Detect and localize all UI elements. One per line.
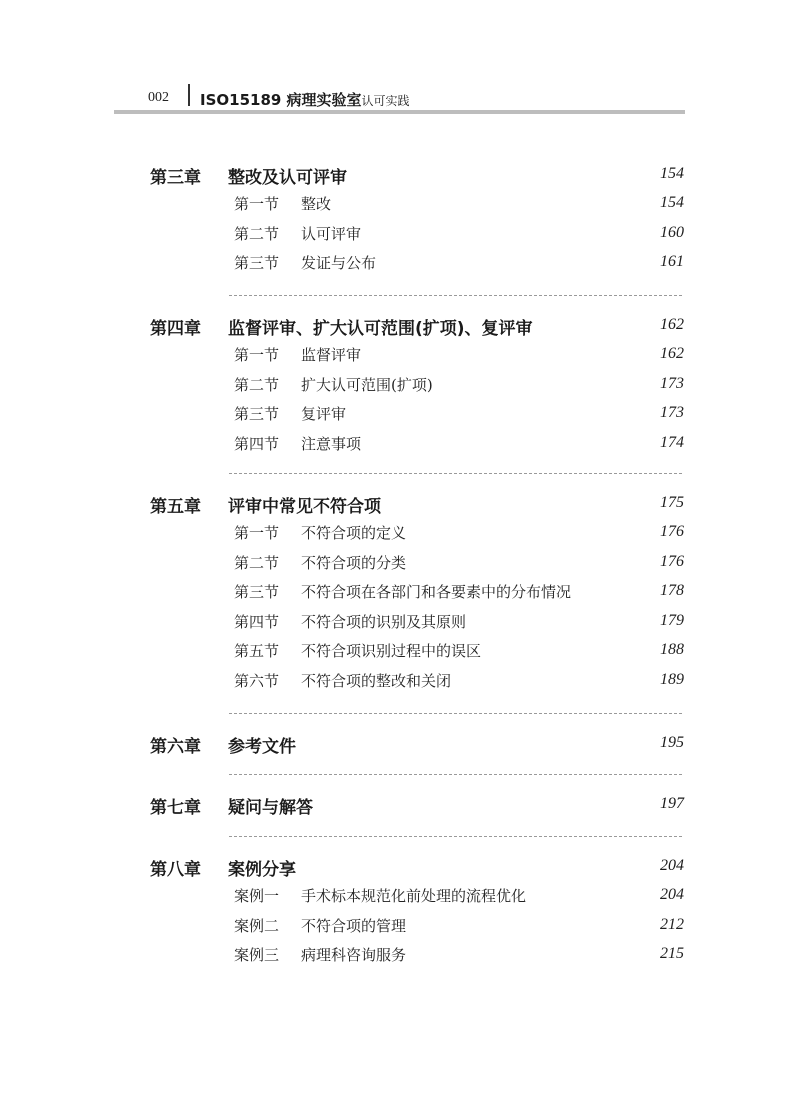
section-title: 不符合项的定义: [301, 524, 407, 542]
section-page: 178: [660, 582, 684, 600]
page-number: 002: [148, 90, 169, 105]
section-number: 案例二: [234, 916, 280, 935]
chapter-page: 204: [660, 857, 684, 874]
section-title: 病理科咨询服务: [301, 946, 407, 965]
section-title: 注意事项: [301, 434, 362, 453]
book-title-sub: 认可实践: [361, 94, 410, 108]
chapter-number: 第八章: [150, 860, 201, 880]
section-title: 不符合项的整改和关闭: [301, 672, 452, 690]
toc-section: [0, 433, 800, 459]
section-title: 发证与公布: [301, 254, 377, 273]
section-number: 第四节: [234, 612, 280, 631]
section-number: 案例一: [234, 887, 280, 905]
section-page: 154: [660, 194, 684, 211]
section-number: 第三节: [234, 583, 280, 602]
section-title: 扩大认可范围(扩项): [301, 375, 433, 394]
section-number: 第一节: [234, 524, 280, 542]
section-title: 不符合项的识别及其原则: [301, 612, 467, 631]
chapter-separator: [229, 713, 682, 714]
chapter-number: 第五章: [150, 497, 201, 517]
toc-chapter: [0, 163, 800, 189]
section-number: 第一节: [234, 195, 280, 213]
section-number: 第一节: [234, 346, 280, 364]
chapter-page: 175: [660, 494, 684, 511]
toc-section: [0, 581, 800, 607]
toc-section: [0, 885, 800, 911]
header-rule: [114, 110, 685, 114]
toc-section: [0, 193, 800, 219]
section-page: 204: [660, 886, 684, 903]
chapter-page: 162: [660, 316, 684, 333]
chapter-number: 第四章: [150, 319, 201, 339]
toc-section: [0, 611, 800, 637]
toc-section: [0, 522, 800, 548]
toc-section: [0, 403, 800, 429]
toc-chapter: [0, 492, 800, 518]
section-number: 案例三: [234, 946, 280, 965]
section-page: 176: [660, 552, 684, 570]
section-title: 不符合项在各部门和各要素中的分布情况: [301, 583, 572, 602]
toc-chapter: [0, 793, 800, 819]
section-page: 179: [660, 611, 684, 629]
section-number: 第六节: [234, 672, 280, 690]
chapter-separator: [229, 774, 682, 775]
section-page: 189: [660, 671, 684, 688]
section-page: 176: [660, 523, 684, 540]
toc-chapter: [0, 732, 800, 758]
header-divider: [188, 84, 190, 106]
chapter-title: 评审中常见不符合项: [228, 497, 381, 517]
chapter-title: 案例分享: [228, 860, 296, 880]
chapter-number: 第六章: [150, 737, 201, 757]
chapter-page: 154: [660, 165, 684, 182]
toc-section: [0, 915, 800, 941]
chapter-title: 疑问与解答: [228, 798, 313, 818]
section-number: 第四节: [234, 434, 280, 453]
toc-section: [0, 670, 800, 696]
toc-section: [0, 374, 800, 400]
section-page: 160: [660, 223, 684, 241]
section-number: 第三节: [234, 405, 280, 424]
toc-section: [0, 944, 800, 970]
section-title: 认可评审: [301, 224, 362, 243]
chapter-separator: [229, 473, 682, 474]
section-title: 复评审: [301, 405, 347, 424]
chapter-number: 第七章: [150, 798, 201, 818]
toc-section: [0, 344, 800, 370]
section-page: 162: [660, 345, 684, 362]
section-page: 161: [660, 253, 684, 271]
running-header: [114, 80, 685, 114]
toc-section: [0, 552, 800, 578]
chapter-title: 参考文件: [228, 737, 296, 757]
section-page: 174: [660, 433, 684, 451]
section-page: 212: [660, 915, 684, 933]
section-title: 整改: [301, 195, 332, 213]
section-page: 188: [660, 641, 684, 659]
chapter-separator: [229, 836, 682, 837]
section-page: 173: [660, 374, 684, 392]
chapter-title: 整改及认可评审: [228, 168, 347, 188]
section-title: 不符合项的管理: [301, 916, 407, 935]
chapter-separator: [229, 295, 682, 296]
section-number: 第三节: [234, 254, 280, 273]
toc-section: [0, 640, 800, 666]
section-title: 监督评审: [301, 346, 362, 364]
section-title: 不符合项识别过程中的误区: [301, 642, 482, 661]
chapter-title: 监督评审、扩大认可范围(扩项)、复评审: [228, 319, 533, 339]
section-number: 第二节: [234, 375, 280, 394]
section-page: 215: [660, 945, 684, 963]
section-page: 173: [660, 404, 684, 422]
section-title: 不符合项的分类: [301, 553, 407, 572]
toc-section: [0, 223, 800, 249]
chapter-number: 第三章: [150, 168, 201, 188]
chapter-page: 195: [660, 734, 684, 751]
toc-chapter: [0, 314, 800, 340]
toc-section: [0, 252, 800, 278]
section-title: 手术标本规范化前处理的流程优化: [301, 887, 527, 905]
toc-chapter: [0, 855, 800, 881]
book-title: [200, 89, 410, 110]
book-title-main: ISO15189 病理实验室: [200, 91, 362, 109]
section-number: 第五节: [234, 642, 280, 661]
section-number: 第二节: [234, 224, 280, 243]
section-number: 第二节: [234, 553, 280, 572]
chapter-page: 197: [660, 795, 684, 812]
